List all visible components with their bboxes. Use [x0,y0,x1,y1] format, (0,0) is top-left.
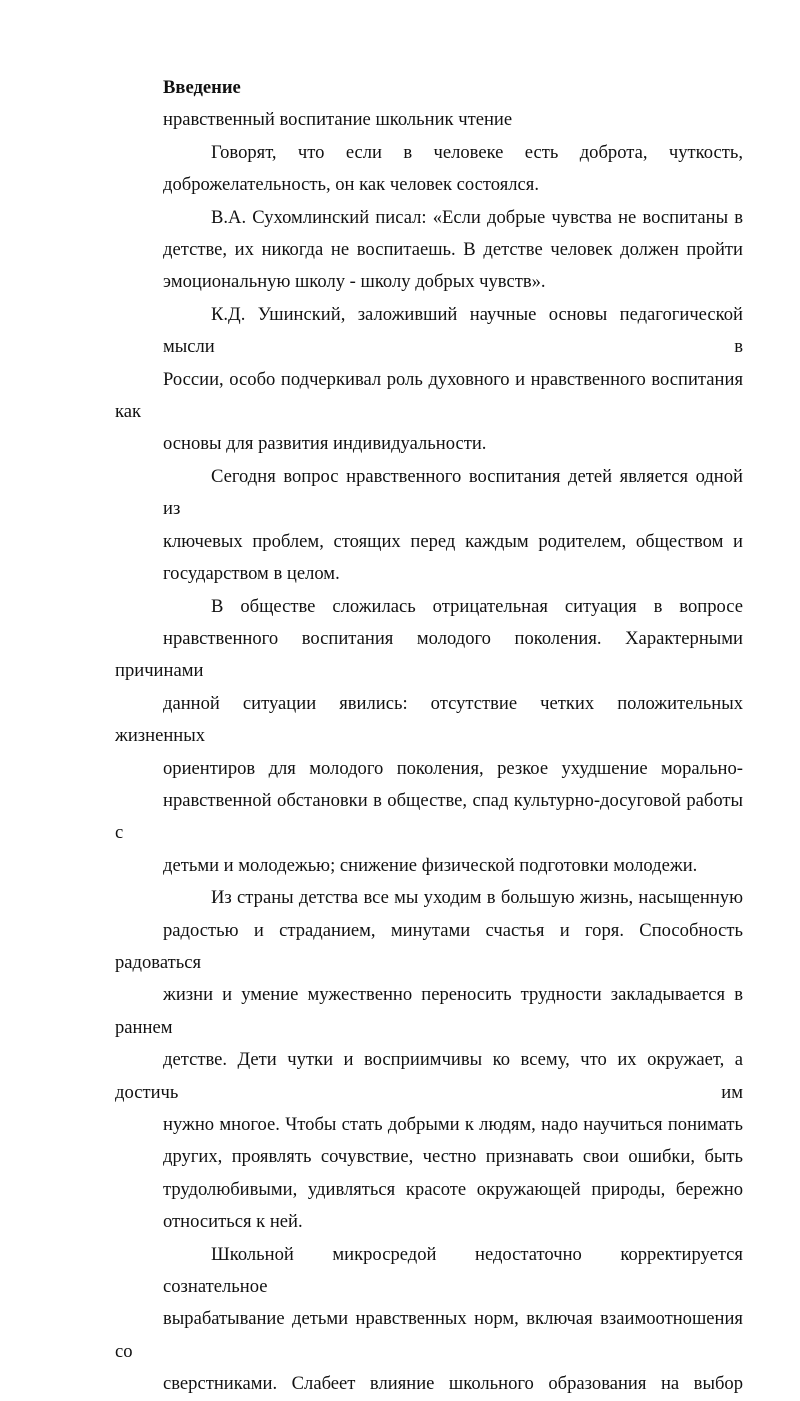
paragraph-line: сверстниками. Слабеет влияние школьного образования на выбор [163,1373,743,1395]
paragraph-3 [115,299,743,461]
paragraph-line: нравственного воспитания молодого поколения. Характерными причинами [115,627,743,682]
paragraph-line: В обществе сложилась отрицательная ситуация в вопросе [211,595,743,617]
paragraph-line: государством в целом. [163,563,340,585]
paragraph-line: нравственной обстановки в обществе, спад культурно-досуговой работы с [115,789,743,844]
paragraph-line: жизни и умение мужественно переносить трудности закладывается в раннем [115,984,743,1038]
paragraph-line: радостью и страданием, минутами счастья и горя. Способность радоваться [115,919,743,973]
paragraph-4 [115,461,743,591]
paragraph-line: ключевых проблем, стоящих перед каждым родителем, обществом и [163,530,743,552]
paragraph-line: трудолюбивыми, удивляться красоте окружающей природы, бережно [163,1178,743,1200]
paragraph-7 [115,1239,743,1401]
paragraph-line: вырабатывание детьми нравственных норм, включая взаимоотношения со [115,1308,743,1362]
paragraph-2 [115,202,743,299]
paragraph-line: Школьной микросредой недостаточно корректируется сознательное [163,1243,743,1298]
paragraph-line: других, проявлять сочувствие, честно признавать свои ошибки, быть [163,1146,743,1168]
paragraph-6 [115,882,743,1238]
section-heading: Введение [163,77,241,98]
paragraph-line: относиться к ней. [163,1211,303,1233]
paragraph-line: ориентиров для молодого поколения, резкое ухудшение морально- [163,757,743,779]
paragraph-line: эмоциональную школу - школу добрых чувств». [163,271,546,293]
paragraph-line: России, особо подчеркивал роль духовного и нравственного воспитания как [115,368,743,423]
paragraph-line: Из страны детства все мы уходим в большую жизнь, насыщенную [211,887,743,909]
keywords-line: нравственный воспитание школьник чтение [163,109,513,131]
paragraph-line: данной ситуации явились: отсутствие четких положительных жизненных [115,692,743,747]
paragraph-line: нужно многое. Чтобы стать добрыми к людям, надо научиться понимать [163,1114,743,1135]
paragraph-line: детстве. Дети чутки и восприимчивы ко всему, что их окружает, а достичь им [115,1049,743,1103]
paragraph-1 [115,137,743,202]
paragraph-line: детьми и молодежью; снижение физической подготовки молодежи. [163,854,698,876]
paragraph-line: основы для развития индивидуальности. [163,433,487,455]
paragraph-5 [115,591,743,883]
paragraph-line: К.Д. Ушинский, заложивший научные основы педагогической мысли в [163,303,743,358]
paragraph-line: Говорят, что если в человеке есть доброта, чуткость, [211,141,743,163]
paragraph-line: детстве, их никогда не воспитаешь. В детстве человек должен пройти [163,239,743,261]
paragraph-line: Сегодня вопрос нравственного воспитания детей является одной из [163,465,743,520]
paragraph-line: В.А. Сухомлинский писал: «Если добрые чувства не воспитаны в [211,206,743,228]
paragraph-line: доброжелательность, он как человек состоялся. [163,174,539,196]
